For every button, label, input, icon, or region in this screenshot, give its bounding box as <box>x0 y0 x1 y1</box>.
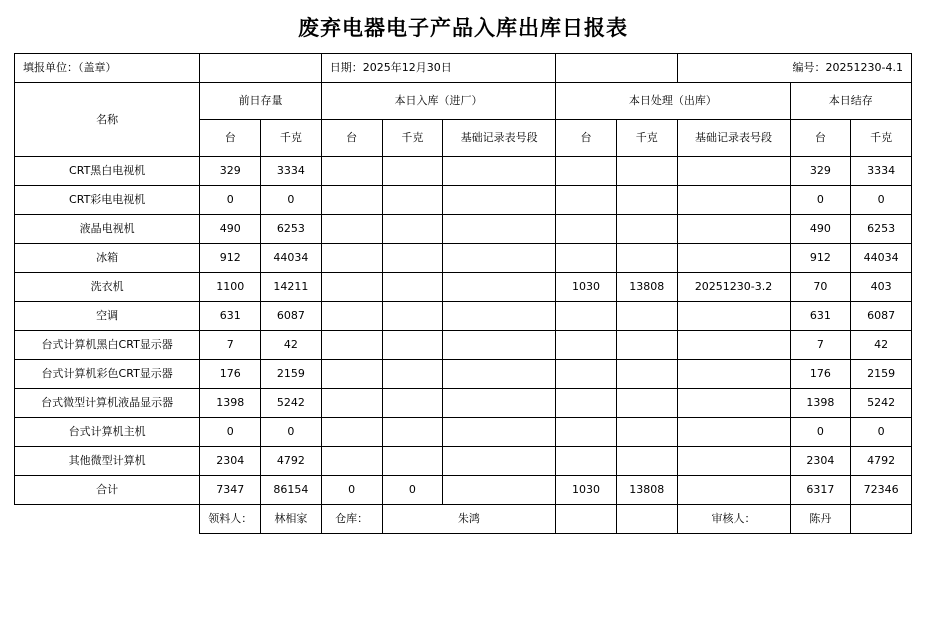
warehouse-value: 朱鸿 <box>382 505 556 534</box>
cell-in-kg <box>382 244 443 273</box>
cell-in-ref <box>443 360 556 389</box>
date-label: 日期：2025年12月30日 <box>321 54 555 83</box>
table-row <box>15 244 912 273</box>
table-row <box>15 157 912 186</box>
cell-prev-tai: 1100 <box>200 273 261 302</box>
cell-out-tai <box>556 360 617 389</box>
cell-out-tai <box>556 244 617 273</box>
cell-in-tai <box>321 244 382 273</box>
cell-in-kg <box>382 360 443 389</box>
cell-out-tai: 1030 <box>556 273 617 302</box>
report-table <box>14 53 912 534</box>
table-row-total <box>15 476 912 505</box>
cell-out-ref <box>677 186 790 215</box>
cell-prev-tai: 631 <box>200 302 261 331</box>
footer-blank-1 <box>556 505 617 534</box>
col-group-inbound: 本日入库（进厂） <box>321 83 555 120</box>
table-row <box>15 447 912 476</box>
row-name: 台式计算机黑白CRT显示器 <box>15 331 200 360</box>
cell-bal-tai: 631 <box>790 302 851 331</box>
cell-in-ref <box>443 331 556 360</box>
cell-prev-tai: 2304 <box>200 447 261 476</box>
footer-spacer <box>15 505 200 534</box>
table-row <box>15 331 912 360</box>
cell-out-kg: 13808 <box>616 476 677 505</box>
cell-out-kg <box>616 215 677 244</box>
cell-in-kg <box>382 447 443 476</box>
cell-in-tai <box>321 157 382 186</box>
cell-out-kg <box>616 244 677 273</box>
header-blank-2 <box>556 54 677 83</box>
row-name: 合计 <box>15 476 200 505</box>
cell-in-tai <box>321 215 382 244</box>
cell-bal-kg: 0 <box>851 418 912 447</box>
cell-bal-tai: 176 <box>790 360 851 389</box>
cell-bal-tai: 490 <box>790 215 851 244</box>
cell-prev-kg: 0 <box>261 186 322 215</box>
cell-prev-kg: 6087 <box>261 302 322 331</box>
cell-in-kg: 0 <box>382 476 443 505</box>
cell-out-kg <box>616 447 677 476</box>
cell-in-kg <box>382 273 443 302</box>
row-name: 洗衣机 <box>15 273 200 302</box>
cell-prev-tai: 7347 <box>200 476 261 505</box>
table-row <box>15 302 912 331</box>
subcol-bal-tai: 台 <box>790 120 851 157</box>
table-row <box>15 360 912 389</box>
table-row <box>15 215 912 244</box>
row-name: CRT黑白电视机 <box>15 157 200 186</box>
cell-in-kg <box>382 186 443 215</box>
cell-out-ref <box>677 418 790 447</box>
header-blank-1 <box>200 54 321 83</box>
cell-prev-kg: 44034 <box>261 244 322 273</box>
cell-in-ref <box>443 447 556 476</box>
cell-bal-tai: 0 <box>790 418 851 447</box>
cell-in-tai <box>321 418 382 447</box>
subcol-in-ref: 基础记录表号段 <box>443 120 556 157</box>
cell-in-tai <box>321 360 382 389</box>
cell-out-kg: 13808 <box>616 273 677 302</box>
auditor-value: 陈丹 <box>790 505 851 534</box>
row-name: 冰箱 <box>15 244 200 273</box>
row-name: 其他微型计算机 <box>15 447 200 476</box>
cell-in-kg <box>382 215 443 244</box>
cell-bal-tai: 7 <box>790 331 851 360</box>
cell-out-tai <box>556 215 617 244</box>
subcol-bal-kg: 千克 <box>851 120 912 157</box>
cell-prev-tai: 7 <box>200 331 261 360</box>
cell-prev-kg: 14211 <box>261 273 322 302</box>
cell-bal-kg: 2159 <box>851 360 912 389</box>
cell-prev-kg: 3334 <box>261 157 322 186</box>
cell-in-tai: 0 <box>321 476 382 505</box>
cell-out-kg <box>616 157 677 186</box>
cell-bal-tai: 0 <box>790 186 851 215</box>
cell-prev-tai: 490 <box>200 215 261 244</box>
cell-prev-kg: 5242 <box>261 389 322 418</box>
column-group-row <box>15 83 912 120</box>
cell-in-ref <box>443 186 556 215</box>
cell-bal-kg: 3334 <box>851 157 912 186</box>
row-name: 台式计算机彩色CRT显示器 <box>15 360 200 389</box>
subcol-out-ref: 基础记录表号段 <box>677 120 790 157</box>
cell-prev-kg: 4792 <box>261 447 322 476</box>
filing-unit-label: 填报单位：（盖章） <box>15 54 200 83</box>
cell-out-ref <box>677 360 790 389</box>
cell-bal-kg: 42 <box>851 331 912 360</box>
cell-prev-tai: 329 <box>200 157 261 186</box>
cell-out-tai <box>556 331 617 360</box>
cell-in-tai <box>321 302 382 331</box>
signature-row <box>15 505 912 534</box>
cell-in-ref <box>443 273 556 302</box>
cell-out-ref: 20251230-3.2 <box>677 273 790 302</box>
col-group-outbound: 本日处理（出库） <box>556 83 790 120</box>
subcol-prev-kg: 千克 <box>261 120 322 157</box>
row-name: 台式微型计算机液晶显示器 <box>15 389 200 418</box>
cell-in-tai <box>321 273 382 302</box>
cell-out-tai <box>556 447 617 476</box>
cell-bal-tai: 329 <box>790 157 851 186</box>
cell-in-ref <box>443 157 556 186</box>
cell-bal-kg: 6087 <box>851 302 912 331</box>
cell-in-tai <box>321 447 382 476</box>
cell-out-tai <box>556 186 617 215</box>
cell-bal-tai: 6317 <box>790 476 851 505</box>
cell-in-tai <box>321 331 382 360</box>
table-row <box>15 418 912 447</box>
cell-in-kg <box>382 157 443 186</box>
col-group-previous: 前日存量 <box>200 83 321 120</box>
picker-value: 林相家 <box>261 505 322 534</box>
cell-out-ref <box>677 244 790 273</box>
row-name: CRT彩电电视机 <box>15 186 200 215</box>
table-row <box>15 389 912 418</box>
cell-in-kg <box>382 331 443 360</box>
cell-out-ref <box>677 157 790 186</box>
cell-out-kg <box>616 331 677 360</box>
cell-in-ref <box>443 302 556 331</box>
cell-out-ref <box>677 215 790 244</box>
cell-prev-tai: 912 <box>200 244 261 273</box>
picker-label: 领料人： <box>200 505 261 534</box>
cell-out-ref <box>677 331 790 360</box>
cell-prev-tai: 176 <box>200 360 261 389</box>
row-name: 台式计算机主机 <box>15 418 200 447</box>
cell-out-tai <box>556 302 617 331</box>
cell-in-tai <box>321 186 382 215</box>
cell-in-kg <box>382 418 443 447</box>
cell-out-tai: 1030 <box>556 476 617 505</box>
cell-prev-kg: 86154 <box>261 476 322 505</box>
cell-in-kg <box>382 302 443 331</box>
col-header-name: 名称 <box>15 83 200 157</box>
cell-in-ref <box>443 476 556 505</box>
subcol-in-kg: 千克 <box>382 120 443 157</box>
cell-prev-kg: 42 <box>261 331 322 360</box>
cell-bal-kg: 4792 <box>851 447 912 476</box>
auditor-label: 审核人： <box>677 505 790 534</box>
cell-out-ref <box>677 302 790 331</box>
cell-bal-tai: 912 <box>790 244 851 273</box>
cell-bal-tai: 70 <box>790 273 851 302</box>
cell-prev-kg: 6253 <box>261 215 322 244</box>
header-info-row <box>15 54 912 83</box>
subcol-in-tai: 台 <box>321 120 382 157</box>
cell-bal-tai: 1398 <box>790 389 851 418</box>
cell-in-tai <box>321 389 382 418</box>
cell-bal-kg: 0 <box>851 186 912 215</box>
cell-out-kg <box>616 418 677 447</box>
cell-out-kg <box>616 360 677 389</box>
cell-prev-kg: 0 <box>261 418 322 447</box>
cell-in-ref <box>443 215 556 244</box>
cell-prev-tai: 0 <box>200 186 261 215</box>
cell-out-ref <box>677 476 790 505</box>
cell-prev-kg: 2159 <box>261 360 322 389</box>
footer-blank-2 <box>616 505 677 534</box>
cell-bal-kg: 403 <box>851 273 912 302</box>
table-row <box>15 186 912 215</box>
cell-out-ref <box>677 389 790 418</box>
cell-out-kg <box>616 389 677 418</box>
cell-bal-kg: 5242 <box>851 389 912 418</box>
warehouse-label: 仓库： <box>321 505 382 534</box>
table-row <box>15 273 912 302</box>
cell-out-tai <box>556 389 617 418</box>
cell-out-tai <box>556 418 617 447</box>
page-title: 废弃电器电子产品入库出库日报表 <box>298 15 628 40</box>
row-name: 空调 <box>15 302 200 331</box>
cell-out-tai <box>556 157 617 186</box>
subcol-prev-tai: 台 <box>200 120 261 157</box>
cell-bal-kg: 44034 <box>851 244 912 273</box>
number-label: 编号：20251230-4.1 <box>677 54 911 83</box>
cell-in-ref <box>443 418 556 447</box>
cell-in-kg <box>382 389 443 418</box>
cell-out-ref <box>677 447 790 476</box>
col-group-balance: 本日结存 <box>790 83 912 120</box>
subcol-out-kg: 千克 <box>616 120 677 157</box>
cell-bal-kg: 72346 <box>851 476 912 505</box>
cell-bal-kg: 6253 <box>851 215 912 244</box>
cell-out-kg <box>616 302 677 331</box>
cell-bal-tai: 2304 <box>790 447 851 476</box>
cell-out-kg <box>616 186 677 215</box>
row-name: 液晶电视机 <box>15 215 200 244</box>
cell-in-ref <box>443 244 556 273</box>
cell-prev-tai: 1398 <box>200 389 261 418</box>
cell-in-ref <box>443 389 556 418</box>
footer-blank-3 <box>851 505 912 534</box>
cell-prev-tai: 0 <box>200 418 261 447</box>
subcol-out-tai: 台 <box>556 120 617 157</box>
